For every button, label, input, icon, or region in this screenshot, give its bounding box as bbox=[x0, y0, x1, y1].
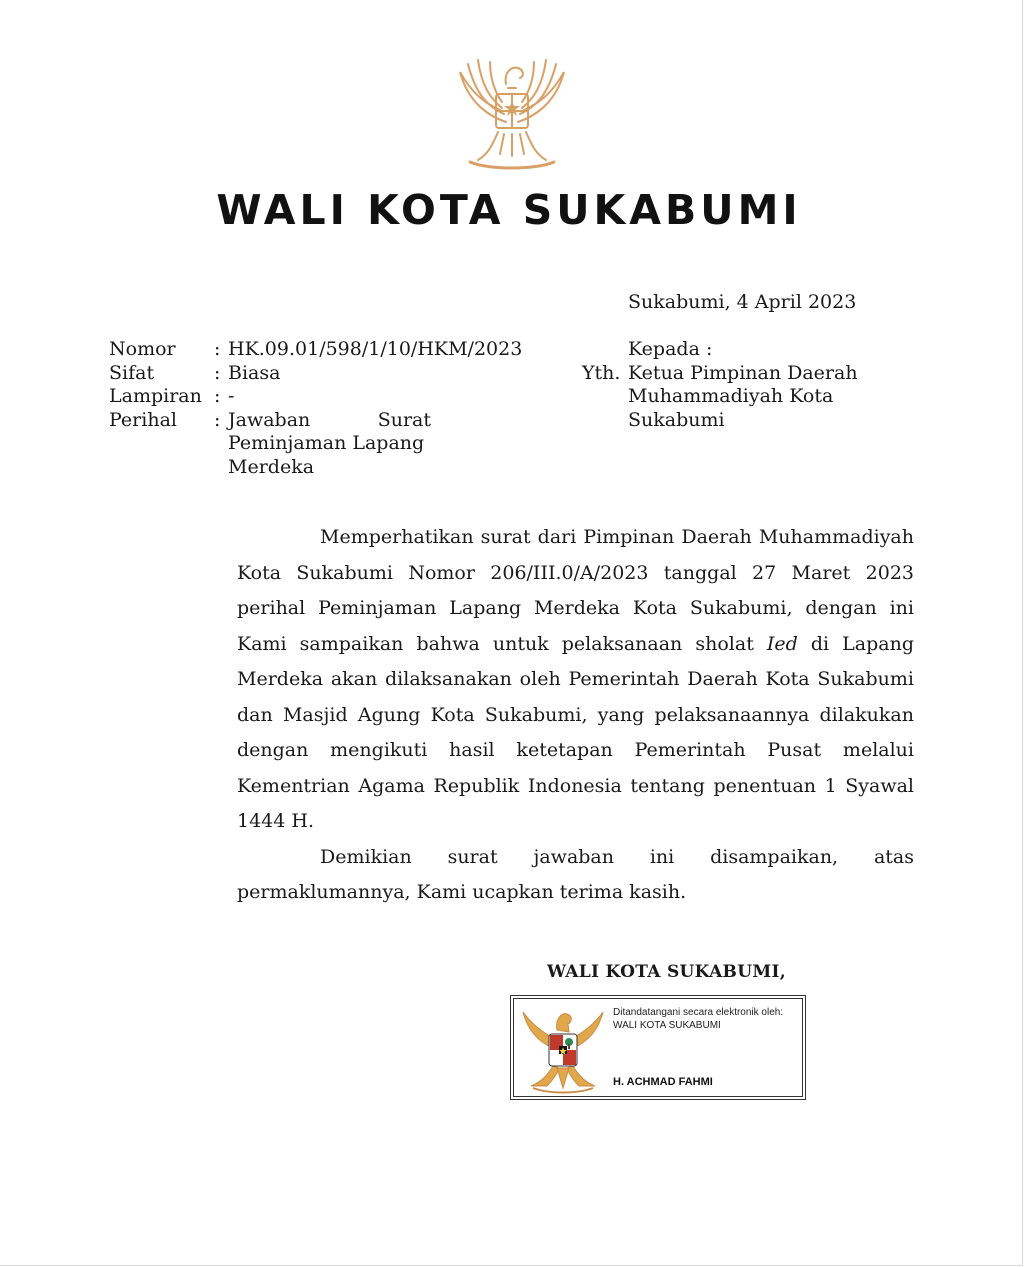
body-paragraph-2: Demikian surat jawaban ini disampaikan, atas permaklumannya, Kami ucapkan terima kasih. bbox=[237, 845, 914, 903]
meta-row-nomor bbox=[109, 338, 558, 362]
perihal-line-3: Merdeka bbox=[228, 455, 315, 478]
signatory-name: H. ACHMAD FAHMI bbox=[613, 1076, 713, 1088]
body-p1-italic: Ied bbox=[766, 632, 798, 655]
sifat-value: Biasa bbox=[228, 361, 281, 384]
signature-caption bbox=[613, 1006, 783, 1032]
signature-title: WALI KOTA SUKABUMI, bbox=[547, 962, 786, 982]
recipient-row bbox=[582, 409, 878, 433]
perihal-line-1 bbox=[228, 409, 431, 433]
recipient-line-1: Ketua Pimpinan Daerah bbox=[628, 361, 858, 384]
sifat-label: Sifat bbox=[109, 361, 155, 384]
recipient-line-3: Sukabumi bbox=[628, 408, 725, 431]
recipient-row bbox=[582, 385, 878, 409]
lampiran-label: Lampiran bbox=[109, 385, 202, 407]
recipient-row bbox=[582, 338, 878, 362]
recipient-line-2: Muhammadiyah Kota bbox=[628, 385, 834, 407]
body-paragraph-1 bbox=[237, 520, 914, 840]
perihal-value bbox=[228, 409, 431, 480]
electronic-signature-box bbox=[510, 995, 806, 1100]
separator: : bbox=[214, 385, 221, 407]
place-date: Sukabumi, 4 April 2023 bbox=[628, 291, 857, 313]
letterhead-title: WALI KOTA SUKABUMI bbox=[216, 186, 802, 234]
garuda-emblem-icon bbox=[448, 50, 576, 176]
kepada-label: Kepada : bbox=[628, 338, 713, 360]
yth-label: Yth. bbox=[582, 361, 621, 384]
perihal-line-2: Peminjaman Lapang bbox=[228, 432, 425, 454]
separator: : bbox=[214, 338, 221, 360]
body-p1-end: di Lapang Merdeka akan dilaksanakan oleh Pemerintah Daerah Kota Sukabumi dan Masjid Agung Kota Sukabumi, yang pelaksanaannya dilakukan dengan mengikuti hasil ketetapan Pemerintah Pusat melalui Kementrian Agama Republik Indonesia tentang penentuan 1 Syawal 1444 H. bbox=[237, 632, 915, 832]
letter-meta bbox=[109, 338, 558, 479]
separator: : bbox=[214, 408, 221, 431]
recipient-row bbox=[582, 362, 878, 386]
signature-caption-line-1: Ditandatangani secara elektronik oleh: bbox=[613, 1007, 784, 1018]
perihal-word-1: Jawaban bbox=[228, 408, 311, 431]
meta-row-perihal bbox=[109, 409, 558, 480]
lampiran-value: - bbox=[228, 385, 235, 407]
body-p1-start: Memperhatikan surat dari Pimpinan Daerah Muhammadiyah Kota Sukabumi Nomor 206/III.0/A/2023 tanggal 27 Maret 2023 perihal Peminjaman Lapang Merdeka Kota Sukabumi, dengan ini Kami sampaikan bahwa untuk pelaksanaan sholat bbox=[237, 526, 914, 655]
garuda-color-icon bbox=[519, 1000, 607, 1094]
nomor-value: HK.09.01/598/1/10/HKM/2023 bbox=[228, 338, 523, 360]
perihal-word-2: Surat bbox=[377, 408, 431, 431]
letter-body bbox=[237, 520, 914, 911]
signature-caption-line-2: WALI KOTA SUKABUMI bbox=[613, 1020, 721, 1031]
recipient-block bbox=[582, 338, 878, 432]
nomor-label: Nomor bbox=[109, 338, 176, 360]
separator: : bbox=[214, 361, 221, 384]
meta-row-lampiran bbox=[109, 385, 558, 409]
meta-row-sifat bbox=[109, 362, 558, 386]
perihal-label: Perihal bbox=[109, 408, 177, 431]
